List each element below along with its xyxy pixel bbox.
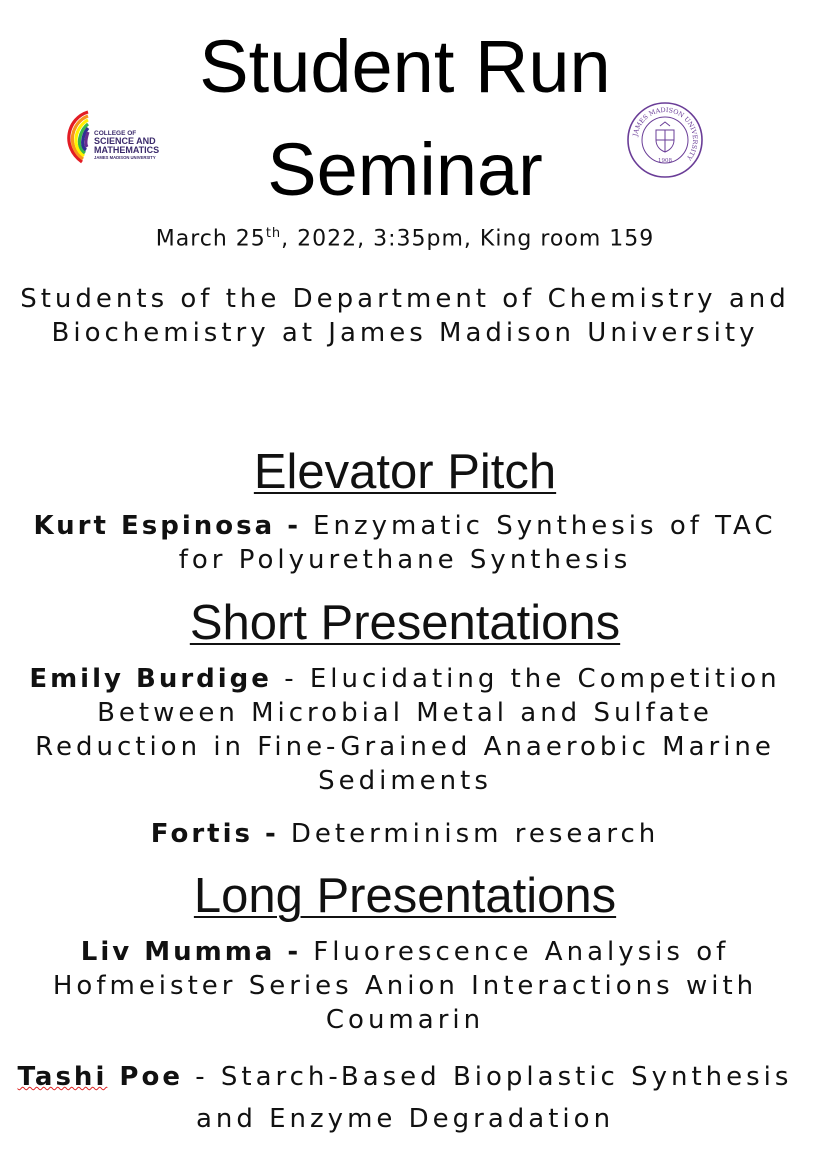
crest-shield-icon [656, 122, 674, 152]
short-entry-2 [14, 817, 796, 851]
title-line-1: Student Run [199, 25, 611, 108]
presenter-name: Emily Burdige [29, 664, 272, 694]
seal-ring-text: JAMES MADISON UNIVERSITY [631, 105, 700, 162]
elevator-entry-1 [14, 509, 796, 577]
long-entry-1 [14, 935, 796, 1037]
presenter-separator: - [253, 819, 291, 849]
college-logo [58, 108, 183, 168]
subtitle: Students of the Department of Chemistry and Biochemistry at James Madison University [20, 284, 790, 348]
presentation-topic: Starch-Based Bioplastic Synthesis and Enzyme Degradation [195, 1062, 793, 1134]
college-logo-line-3: MATHEMATICS [94, 145, 160, 155]
event-date-suffix: th [265, 226, 282, 241]
seal-year: 1908 [658, 158, 672, 164]
long-presentations-heading-text: Long Presentations [193, 869, 617, 923]
university-seal [625, 100, 705, 180]
presentation-topic: Enzymatic Synthesis of TAC for Polyurethane Synthesis [178, 511, 777, 575]
title-line-2: Seminar [267, 128, 543, 211]
event-date-details: , 2022, 3:35pm, King room 159 [281, 226, 655, 252]
presenter-name: Kurt Espinosa [33, 511, 276, 541]
event-date-prefix: March 25 [155, 226, 266, 252]
elevator-pitch-heading [0, 445, 810, 499]
rainbow-swoosh-icon [69, 112, 88, 162]
presenter-separator: - [275, 511, 314, 541]
elevator-pitch-heading-text: Elevator Pitch [253, 445, 557, 499]
college-logo-line-1: COLLEGE OF [94, 130, 137, 137]
presenter-separator: - [271, 664, 310, 694]
presentation-topic: Fluorescence Analysis of Hofmeister Series Anion Interactions with Coumarin [52, 937, 758, 1035]
long-entry-2 [14, 1056, 796, 1140]
short-presentations-heading-text: Short Presentations [189, 596, 621, 650]
presenter-separator: - [182, 1062, 221, 1092]
long-presentations-heading [0, 869, 810, 923]
presenter-name: Liv Mumma [80, 937, 276, 967]
presentation-topic: Determinism research [290, 819, 660, 849]
short-entry-1 [14, 662, 796, 798]
college-logo-line-2: SCIENCE AND [94, 136, 156, 146]
college-logo-line-4: JAMES MADISON UNIVERSITY [94, 155, 156, 160]
presentation-topic: Elucidating the Competition Between Microbial Metal and Sulfate Reduction in Fine-Grained Anaerobic Marine Sediments [35, 664, 781, 796]
short-presentations-heading [0, 596, 810, 650]
presenter-first-name: Tashi [17, 1062, 108, 1092]
presenter-separator: - [275, 937, 314, 967]
presenter-last-name: Poe [107, 1062, 183, 1092]
event-date [0, 226, 810, 251]
presenter-name: Fortis [150, 819, 253, 849]
